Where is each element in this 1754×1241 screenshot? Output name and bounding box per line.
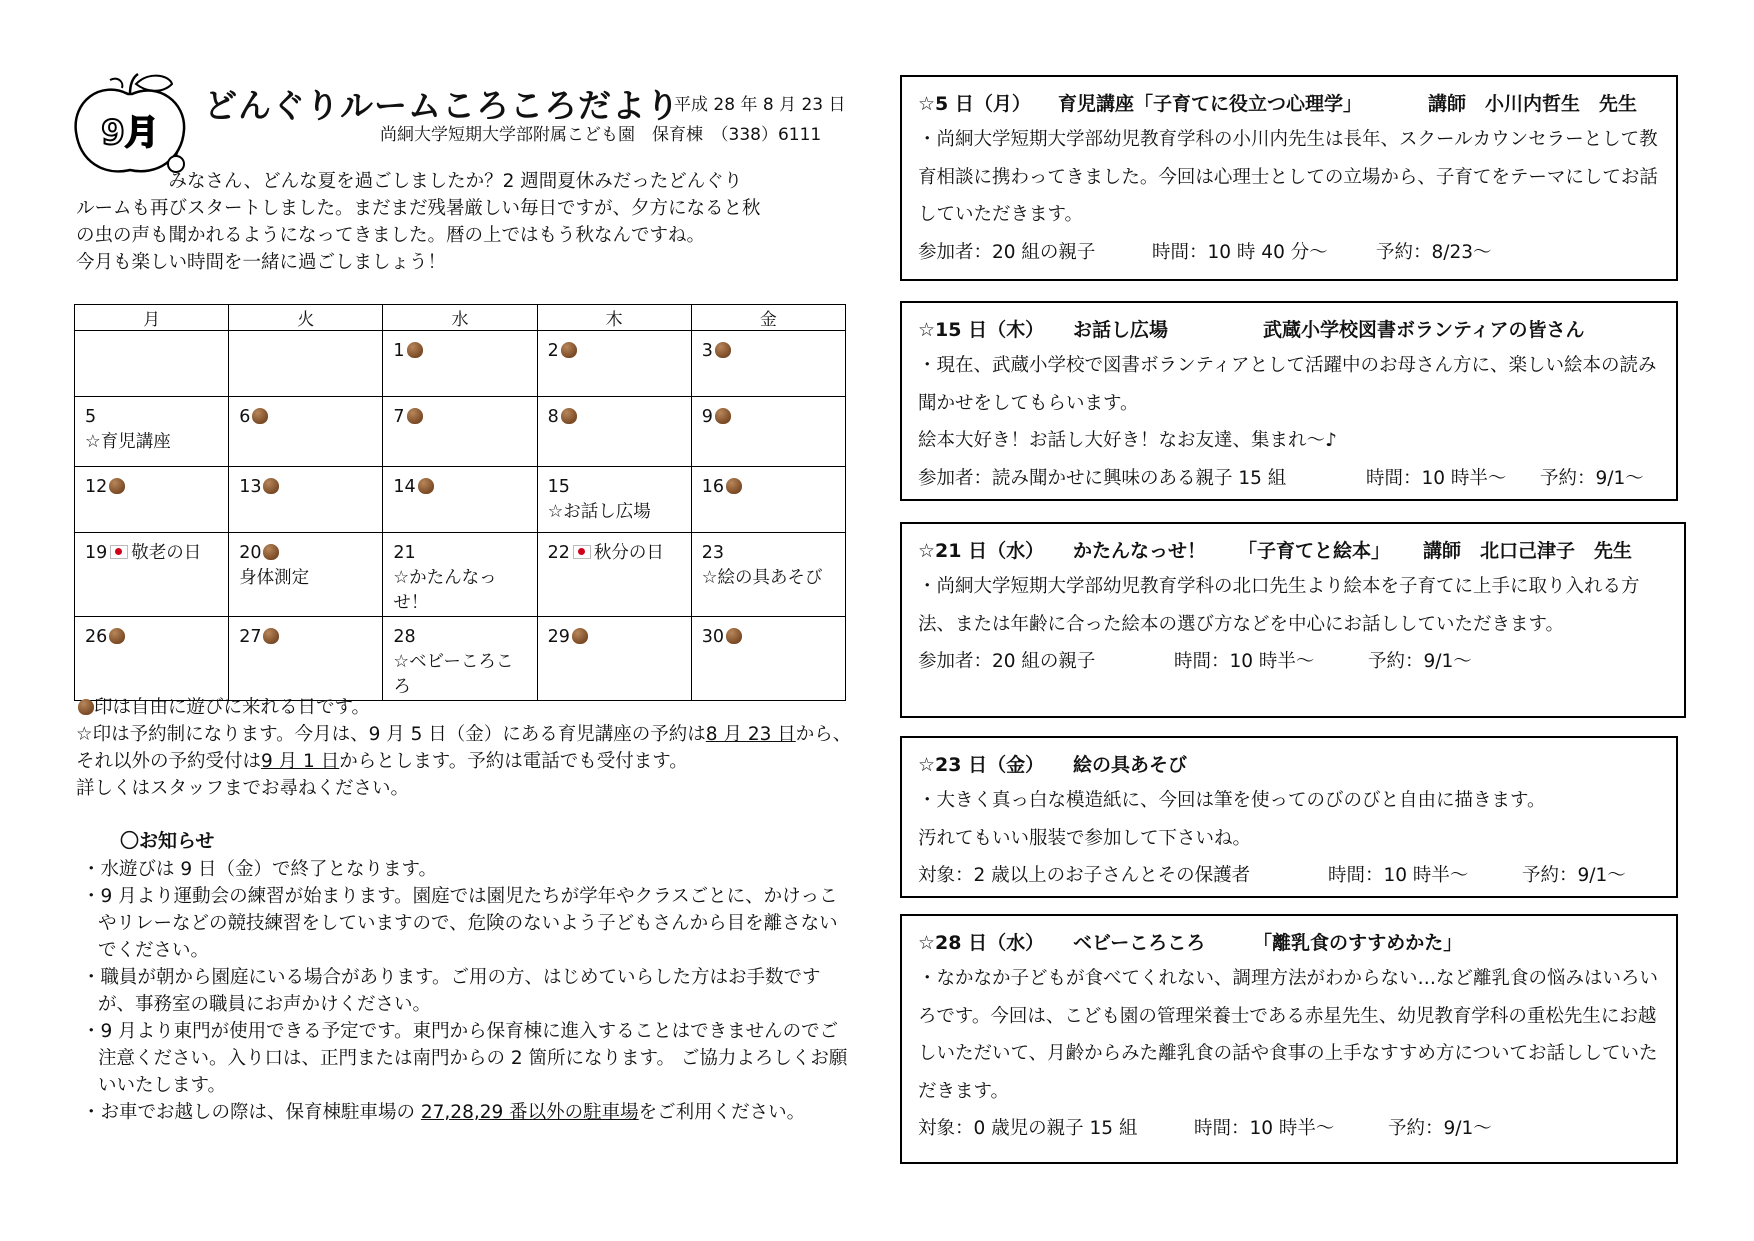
calendar-day-cell [229, 533, 383, 617]
event-box-21 [900, 522, 1686, 718]
day-number: 9 [701, 407, 713, 427]
list-item: ・水遊びは 9 日（金）で終了となります。 [82, 859, 438, 880]
calendar-day-cell [537, 331, 691, 397]
day-note: ☆絵の具あそび [701, 568, 823, 588]
day-number: 29 [547, 627, 570, 647]
day-number: 1 [393, 341, 405, 361]
event-body: ・尚絅大学短期大学部幼児教育学科の小川内先生は長年、スクールカウンセラーとして教育相談に携わってきました。今回は心理士としての立場から、子育てをテーマにしてお話していただきます。 [918, 129, 1658, 225]
acorn-icon [561, 408, 577, 424]
japan-flag-icon [573, 545, 591, 559]
calendar-header-cell: 水 [383, 305, 537, 331]
intro-text: みなさん、どんな夏を過ごしましたか？2 週間夏休みだったどんぐり ルームも再びスタートしました。まだまだ残暑厳しい毎日ですが、夕方になると秋 の虫の声も聞かれるようになってきました。暦の上ではもう秋なんですね。 今月も楽しい時間を一緒に過ごしましょう！ [76, 171, 761, 273]
calendar-day-cell [537, 397, 691, 467]
day-number: 6 [239, 407, 251, 427]
day-note: ☆育児講座 [85, 432, 171, 452]
calendar-day-cell [537, 533, 691, 617]
calendar-day-cell [75, 467, 229, 533]
day-number: 12 [85, 477, 108, 497]
holiday-label: 秋分の日 [593, 543, 664, 563]
day-number: 19 [85, 543, 108, 563]
event-heading: ☆5 日（月） 育児講座「子育てに役立つ心理学」 講師 小川内哲生 先生 [918, 93, 1638, 115]
calendar-notes [76, 694, 866, 802]
acorn-icon [263, 544, 279, 560]
event-body: ・なかなか子どもが食べてくれない、調理方法がわからない…など離乳食の悩みはいろいろです。今回は、こども園の管理栄養士である赤星先生、幼児教育学科の重松先生にお越しいただいて、月齢からみた離乳食の話や食事の上手なすすめ方についてお話ししていただきます。 [918, 968, 1659, 1102]
page-title: どんぐりルームころころだより [204, 86, 680, 125]
day-number: 20 [239, 543, 262, 563]
acorn-icon [252, 408, 268, 424]
event-body: ・尚絅大学短期大学部幼児教育学科の北口先生より絵本を子育てに上手に取り入れる方法、または年齢に合った絵本の選び方などを中心にお話ししていただきます。 [918, 576, 1640, 635]
acorn-icon [407, 342, 423, 358]
calendar-day-cell [75, 617, 229, 701]
list-item: ・お車でお越しの際は、保育棟駐車場の 27,28,29 番以外の駐車場をご利用ください。 [82, 1102, 806, 1123]
calendar-day-cell [383, 467, 537, 533]
day-number: 7 [393, 407, 405, 427]
acorn-icon [715, 342, 731, 358]
day-number: 30 [701, 627, 725, 647]
apple-logo-icon [70, 72, 190, 180]
calendar-day-cell [75, 533, 229, 617]
acorn-icon [407, 408, 423, 424]
list-item: ・9 月より運動会の練習が始まります。園庭では園児たちが学年やクラスごとに、かけっこやリレーなどの競技練習をしていますので、危険のないよう子どもさんから目を離さないでください。 [82, 886, 838, 961]
calendar-week-row [75, 533, 846, 617]
event-meta: 対象：2 歳以上のお子さんとその保護者 時間：10 時半～ 予約：9/1～ [918, 865, 1626, 886]
calendar-day-cell [75, 397, 229, 467]
acorn-note: 印は自由に遊びに来れる日です。 [76, 694, 866, 721]
event-box-5 [900, 75, 1678, 281]
acorn-icon [78, 699, 94, 715]
japan-flag-icon [110, 545, 128, 559]
day-number: 23 [701, 543, 725, 563]
day-number: 16 [701, 477, 725, 497]
acorn-icon [561, 342, 577, 358]
calendar-day-cell [537, 617, 691, 701]
day-note: ☆ベビーころころ [393, 652, 514, 697]
reserve-note-contact: 詳しくはスタッフまでお尋ねください。 [76, 778, 410, 799]
calendar-day-cell [229, 467, 383, 533]
oshirase-list [76, 856, 856, 1126]
calendar-day-cell [383, 617, 537, 701]
day-note: ☆かたんなっせ！ [393, 568, 497, 613]
calendar-day-cell [537, 467, 691, 533]
issue-date: 平成 28 年 8 月 23 日 [674, 95, 846, 115]
event-meta: 参加者：20 組の親子 時間：10 時半～ 予約：9/1～ [918, 651, 1472, 672]
oshirase-heading: 〇お知らせ [120, 830, 215, 852]
calendar-day-cell [691, 467, 845, 533]
day-note: 身体測定 [239, 568, 310, 588]
day-number: 14 [393, 477, 416, 497]
calendar-day-cell [229, 331, 383, 397]
day-number: 3 [701, 341, 713, 361]
day-number: 27 [239, 627, 262, 647]
event-heading: ☆23 日（金） 絵の具あそび [918, 754, 1188, 776]
calendar-day-cell [229, 617, 383, 701]
calendar-week-row [75, 617, 846, 701]
acorn-icon [715, 408, 731, 424]
calendar-day-cell [691, 617, 845, 701]
calendar-header-row [75, 305, 846, 331]
acorn-icon [572, 628, 588, 644]
calendar-day-cell [383, 533, 537, 617]
event-body: ・現在、武蔵小学校で図書ボランティアとして活躍中のお母さん方に、楽しい絵本の読み聞かせをしてもらいます。 絵本大好き！お話し大好き！なお友達、集まれ～♪ [918, 355, 1657, 451]
calendar-header-cell: 木 [537, 305, 691, 331]
event-box-28 [900, 914, 1678, 1164]
reserve-note: ☆印は予約制になります。今月は、9 月 5 日（金）にある育児講座の予約は8 月 23 日から、それ以外の予約受付は9 月 1 日からとします。予約は電話でも受付ます。 [76, 724, 852, 772]
acorn-icon [418, 478, 434, 494]
calendar-header-cell: 金 [691, 305, 845, 331]
day-note: ☆お話し広場 [547, 502, 651, 522]
day-number: 28 [393, 627, 416, 647]
calendar-day-cell [75, 331, 229, 397]
event-box-15 [900, 301, 1678, 501]
calendar-week-row [75, 331, 846, 397]
event-heading: ☆28 日（水） ベビーころころ 「離乳食のすすめかた」 [918, 932, 1463, 954]
day-number: 21 [393, 543, 416, 563]
calendar-week-row [75, 467, 846, 533]
calendar-day-cell [383, 397, 537, 467]
day-number: 2 [547, 341, 559, 361]
acorn-icon [726, 478, 742, 494]
list-item: ・職員が朝から園庭にいる場合があります。ご用の方、はじめていらした方はお手数ですが、事務室の職員にお声かけください。 [82, 967, 821, 1015]
acorn-icon [726, 628, 742, 644]
calendar-day-cell [691, 533, 845, 617]
calendar-header-cell: 月 [75, 305, 229, 331]
calendar-day-cell [691, 331, 845, 397]
day-number: 8 [547, 407, 559, 427]
logo-text: 9月 [101, 113, 159, 153]
calendar-header-cell: 火 [229, 305, 383, 331]
calendar-day-cell [229, 397, 383, 467]
day-number: 13 [239, 477, 262, 497]
event-meta: 対象：0 歳児の親子 15 組 時間：10 時半～ 予約：9/1～ [918, 1118, 1492, 1139]
event-box-23 [900, 736, 1678, 898]
acorn-icon [263, 478, 279, 494]
acorn-icon [109, 628, 125, 644]
event-heading: ☆15 日（木） お話し広場 武蔵小学校図書ボランティアの皆さん [918, 319, 1585, 341]
calendar-day-cell [691, 397, 845, 467]
day-number: 26 [85, 627, 108, 647]
event-body: ・大きく真っ白な模造紙に、今回は筆を使ってのびのびと自由に描きます。 汚れてもいい服装で参加して下さいね。 [918, 790, 1546, 849]
calendar-table [74, 304, 846, 701]
calendar-week-row [75, 397, 846, 467]
acorn-icon [109, 478, 125, 494]
calendar-body [75, 331, 846, 701]
day-number: 15 [547, 477, 570, 497]
event-meta: 参加者：読み聞かせに興味のある親子 15 組 時間：10 時半～ 予約：9/1～ [918, 467, 1644, 489]
event-heading: ☆21 日（水） かたんなっせ！ 「子育てと絵本」 講師 北口己津子 先生 [918, 540, 1633, 562]
holiday-label: 敬老の日 [131, 543, 202, 563]
acorn-icon [263, 628, 279, 644]
day-number: 22 [547, 543, 570, 563]
day-number: 5 [85, 407, 97, 427]
school-info: 尚絅大学短期大学部附属こども園 保育棟 （338）6111 [380, 125, 822, 145]
event-meta: 参加者：20 組の親子 時間：10 時 40 分～ 予約：8/23～ [918, 241, 1492, 263]
list-item: ・9 月より東門が使用できる予定です。東門から保育棟に進入することはできませんのでご注意ください。入り口は、正門または南門からの 2 箇所になります。 ご協力よろしくお願いいたします。 [82, 1021, 848, 1096]
calendar-day-cell [383, 331, 537, 397]
